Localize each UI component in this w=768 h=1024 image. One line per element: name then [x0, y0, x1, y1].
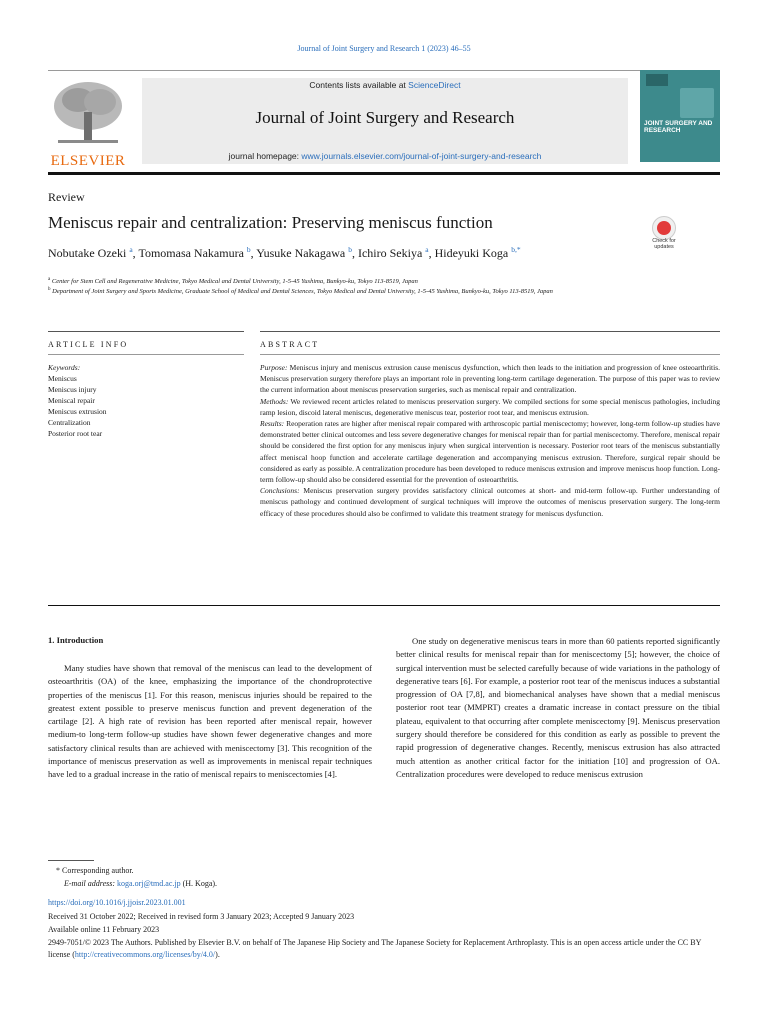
author-separator: , — [351, 246, 358, 260]
author-affiliation-mark[interactable]: a — [129, 245, 133, 254]
contents-line — [142, 80, 628, 90]
author-affiliation-mark[interactable]: b,* — [511, 245, 521, 254]
license-suffix: ). — [215, 950, 220, 959]
keyword-item: Centralization — [48, 418, 91, 427]
abstract-conclusions — [260, 485, 720, 519]
article-title: Meniscus repair and centralization: Preserving meniscus function — [48, 213, 493, 232]
abstract-sub-rule — [260, 354, 720, 355]
available-online-date: Available online 11 February 2023 — [48, 925, 160, 934]
footnote-rule — [48, 860, 94, 861]
author-name[interactable]: Tomomasa Nakamura — [138, 246, 244, 260]
journal-homepage-link[interactable]: www.journals.elsevier.com/journal-of-joint-surgery-and-research — [301, 151, 542, 161]
abstract-heading: ABSTRACT — [260, 340, 320, 349]
conclusions-text: Meniscus preservation surgery provides satisfactory clinical outcomes at short- and mid-term follow-up. Further understanding of meniscus pathology and continued development of surgical techniques will improve the outcomes of meniscus preservation surgery. The long-term efficacy of these procedures should also be confirmed to validate this treatment strategy for meniscus dysfunction. — [260, 486, 720, 518]
email-suffix: (H. Koga). — [180, 879, 218, 888]
article-type: Review — [48, 190, 85, 204]
email-link[interactable]: koga.orj@tmd.ac.jp — [117, 879, 181, 888]
purpose-text: Meniscus injury and meniscus extrusion cause meniscus dysfunction, which then leads to the initiation and progression of knee osteoarthritis. Meniscus preservation surgery therefore plays an important role in preventing long-term cartilage degeneration. The purpose of this paper was to review the current information about meniscus preservation surgeries, such as meniscal repair and centralization. — [260, 363, 720, 395]
email-label: E-mail address: — [64, 879, 118, 888]
cover-logo-block — [646, 74, 668, 86]
author-affiliation-mark[interactable]: b — [246, 245, 251, 254]
affiliation-b — [48, 285, 648, 297]
author-name[interactable]: Ichiro Sekiya — [357, 246, 423, 260]
doi-link[interactable]: https://doi.org/10.1016/j.jjoisr.2023.01.001 — [48, 898, 186, 907]
abstract-bottom-rule — [48, 605, 720, 606]
cover-image-block — [680, 88, 714, 118]
methods-label: Methods: — [260, 396, 289, 406]
author-affiliation-mark[interactable]: a — [425, 245, 429, 254]
results-label: Results: — [260, 419, 285, 429]
license-statement — [48, 937, 720, 961]
article-info-heading: ARTICLE INFO — [48, 340, 129, 349]
keywords-label: Keywords: — [48, 363, 81, 372]
journal-citation-link[interactable]: Journal of Joint Surgery and Research 1 (2023) 46–55 — [297, 44, 471, 53]
header-top-divider — [48, 70, 720, 71]
author-separator: , — [250, 246, 257, 260]
license-prefix: 2949-7051/© 2023 The Authors. Published by Elsevier B.V. on behalf of The Japanese Hip Society and The Japanese Society for Replacement Arthroplasty. This is an open access article under the CC BY license ( — [48, 938, 702, 959]
author-separator: , — [428, 246, 435, 260]
sciencedirect-link[interactable]: ScienceDirect — [408, 80, 461, 90]
methods-text: We reviewed recent articles related to meniscus preservation surgery. We compiled sections for some special meniscus pathologies, including ramp lesion, discoid lateral meniscus, degenerative meniscus tear, posterior root tear, and meniscus extrusion. — [260, 396, 720, 417]
author-affiliation-mark[interactable]: b — [348, 245, 352, 254]
article-info-top-rule — [48, 331, 244, 332]
keyword-item: Meniscus injury — [48, 385, 97, 394]
keyword-item: Meniscus extrusion — [48, 407, 107, 416]
section-heading-introduction: 1. Introduction — [48, 635, 104, 645]
license-link[interactable]: http://creativecommons.org/licenses/by/4.0/ — [74, 950, 216, 959]
author-list — [48, 245, 521, 261]
keyword-item: Meniscal repair — [48, 396, 95, 405]
keywords-block — [48, 362, 244, 439]
elsevier-logo[interactable] — [48, 78, 128, 169]
article-info-sub-rule — [48, 354, 244, 355]
check-updates-label: Check for updates — [652, 238, 676, 250]
affiliation-b-mark: b — [48, 287, 51, 292]
keyword-item: Meniscus — [48, 374, 77, 383]
abstract-methods — [260, 396, 720, 418]
purpose-label: Purpose: — [260, 363, 288, 372]
body-column-right — [396, 635, 720, 781]
intro-paragraph-1: Many studies have shown that removal of the meniscus can lead to the development of osteoarthritis (OA) of the knee, emphasizing the importance of the chondroprotective properties of the meniscus [1]. For this reason, meniscus injuries should be repaired to the greatest extent possible to preserve meniscus function and prevent degeneration of the cartilage [2]. A high rate of revision has been reported after meniscal repair, however medium-to long-term follow-up studies have shown fewer degenerative changes and more satisfactory clinical results than are achieved with meniscectomy [3]. This recognition of the importance of meniscus preservation as well as improvements in meniscal repair techniques have led to a gradual increase in the ratio of meniscal repairs to meniscectomies [4]. — [48, 663, 372, 780]
conclusions-label: Conclusions: — [260, 486, 300, 496]
header-bottom-divider — [48, 172, 720, 175]
homepage-label: journal homepage: — [228, 151, 302, 161]
cover-title: JOINT SURGERY AND RESEARCH — [644, 120, 713, 134]
author-name[interactable]: Hideyuki Koga — [434, 246, 509, 260]
affiliation-a-text: Center for Stem Cell and Regenerative Medicine, Tokyo Medical and Dental University, 1-5-45 Yushima, Bunkyo-ku, Tokyo 113-8519, Japan — [51, 278, 418, 286]
contents-prefix: Contents lists available at — [309, 80, 409, 90]
homepage-line — [142, 151, 628, 161]
author-name[interactable]: Nobutake Ozeki — [48, 246, 127, 260]
abstract-results — [260, 418, 720, 485]
results-text: Reoperation rates are higher after meniscal repair compared with arthroscopic partial meniscectomy; however, long-term follow-up studies have demonstrated better clinical outcomes and less severe degenerative changes for meniscal repair than for partial meniscectomy. Therefore, meniscal repair should be considered the first option for any meniscus injury when surgical intervention is necessary. Posterior root tears of the meniscus substantially affect meniscal hoop function and accelerate cartilage degeneration and accompanying meniscus extrusion. Therefore, surgical repair should be considered as early as possible. A centralization procedure has been developed to reduce meniscus extrusion and improve meniscus hoop function. Long-term follow-up should also be considered essential for the prevention of osteoarthritis. — [260, 419, 720, 485]
journal-name: Journal of Joint Surgery and Research — [255, 108, 515, 127]
email-note — [64, 879, 217, 888]
received-dates: Received 31 October 2022; Received in revised form 3 January 2023; Accepted 9 January 2023 — [48, 912, 355, 921]
body-column-left — [48, 662, 372, 782]
corresponding-author-note: * Corresponding author. — [56, 866, 134, 875]
journal-cover-thumbnail[interactable] — [640, 70, 720, 162]
intro-paragraph-2: One study on degenerative meniscus tears in more than 60 patients reported significantly better clinical results for meniscal repair than for meniscectomy [5]; however, the choice of surgical intervention must be selected carefully because of wide variations in the pathology of degenerative tears [6]. For example, a posterior root tear of the meniscus induces a substantial progression of OA [7,8], and biomechanical analyses have shown that a medial meniscus posterior root tear (MMPRT) creates a dramatic increase in contact pressure on the tibial plateau, equivalent to that occurring after complete meniscectomy [9]. Meniscus preservation surgery should therefore be considered for this condition as early as possible to prevent the rapid progression of degenerative changes. Recently, meniscus extrusion has also attracted much attention as another critical factor for the initiation [10] and progression of OA. Centralization procedures were developed to reduce meniscus extrusion — [396, 636, 720, 779]
check-for-updates-button[interactable] — [646, 216, 682, 254]
abstract-purpose — [260, 362, 720, 396]
elsevier-tree-icon — [48, 78, 128, 146]
affiliation-a-mark: a — [48, 277, 51, 282]
affiliation-b-text: Department of Joint Surgery and Sports Medicine, Graduate School of Medical and Dental Sciences, Tokyo Medical and Dental University, 1-5-45 Yushima, Bunkyo-ku, Tokyo 113-8519, Japan — [52, 288, 553, 296]
author-separator: , — [132, 246, 139, 260]
abstract-top-rule — [260, 331, 720, 332]
abstract-body — [260, 362, 720, 519]
check-updates-icon — [652, 216, 676, 240]
elsevier-wordmark: ELSEVIER — [50, 153, 126, 169]
keyword-item: Posterior root tear — [48, 429, 103, 438]
author-name[interactable]: Yusuke Nakagawa — [256, 246, 346, 260]
